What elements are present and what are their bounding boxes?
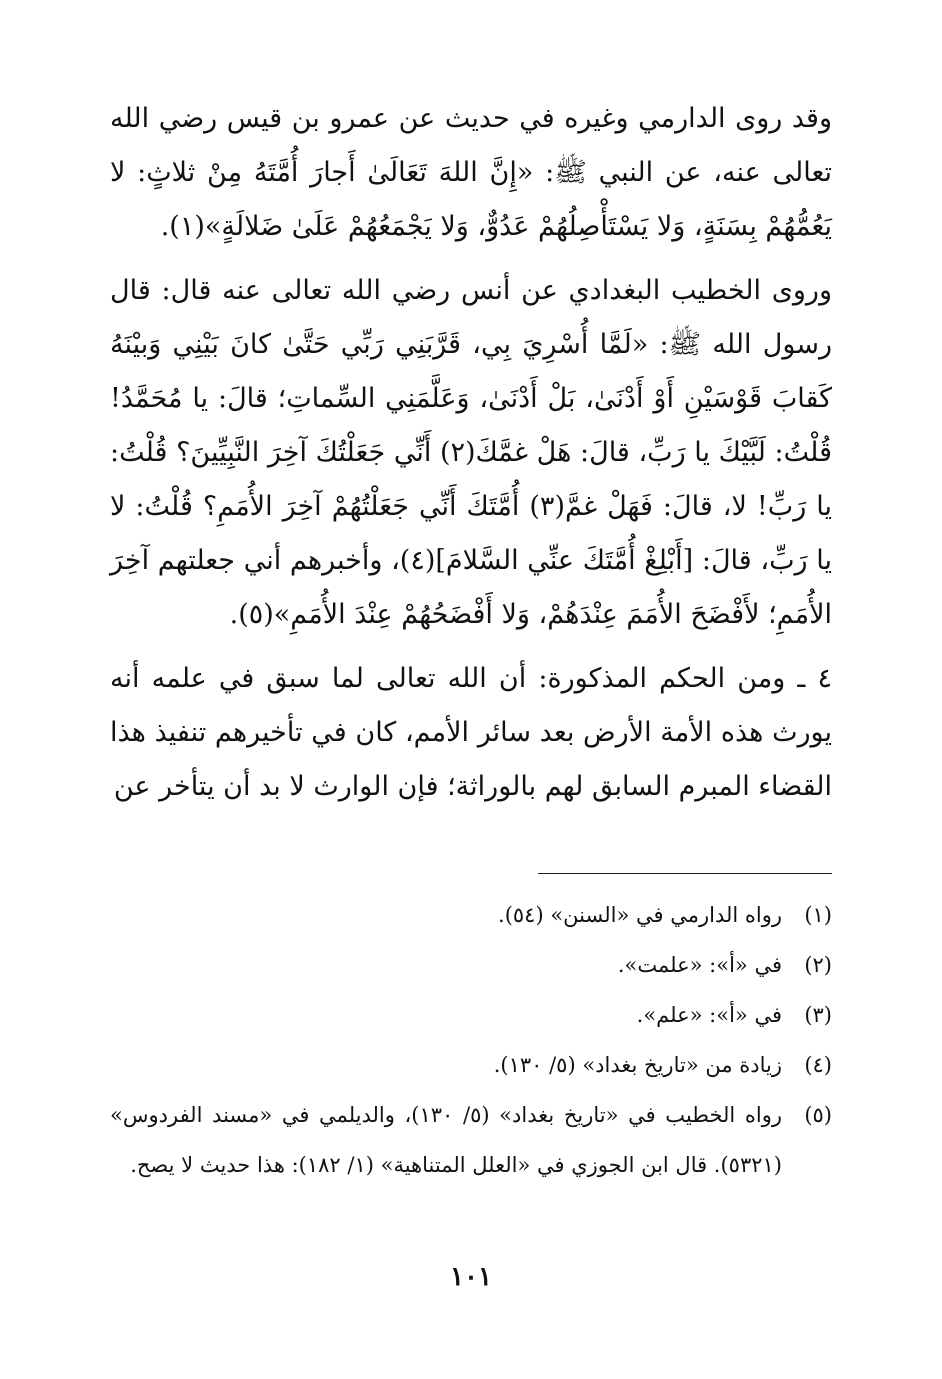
footnote-text: رواه الخطيب في «تاريخ بغداد» (٥/ ١٣٠)، والديلمي في «مسند الفردوس» (٥٣٢١). قال ابن الجوزي في «العلل المتناهية» (١/ ١٨٢): هذا حديث لا يصح. [110, 1103, 782, 1177]
paragraph-darimi-hadith: وقد روى الدارمي وغيره في حديث عن عمرو بن قيس رضي الله تعالى عنه، عن النبي ﷺ: «إِنَّ اللهَ تَعَالَىٰ أَجارَ أُمَّتَهُ مِنْ ثلاثٍ: لا يَعُمُّهُمْ بِسَنَةٍ، وَلا يَسْتَأْصِلُهُمْ عَدُوٌّ، وَلا يَجْمَعُهُمْ عَلَىٰ ضَلالَةٍ»(١). [110, 103, 832, 242]
footnote-number: (٢) [804, 953, 832, 977]
footnote-2 [110, 940, 832, 990]
footnote-separator [538, 873, 832, 874]
footnote-3 [110, 990, 832, 1040]
footnote-1 [110, 890, 832, 940]
footnote-5 [110, 1090, 832, 1190]
footnote-number: (٤) [804, 1053, 832, 1077]
footnote-text: في «أ»: «علم». [636, 1003, 782, 1027]
paragraph-wisdom-4: ٤ ـ ومن الحكم المذكورة: أن الله تعالى لما سبق في علمه أنه يورث هذه الأمة الأرض بعد سائر الأمم، كان في تأخيرهم تنفيذ هذا القضاء المبرم السابق لهم بالوراثة؛ فإن الوارث لا بد أن يتأخر عن [110, 663, 832, 802]
page-number: ١٠١ [450, 1262, 492, 1292]
footnotes [110, 890, 832, 1190]
footnote-number: (٣) [804, 1003, 832, 1027]
footnote-number: (١) [804, 903, 832, 927]
main-text [110, 92, 832, 814]
footnote-text: زيادة من «تاريخ بغداد» (٥/ ١٣٠). [493, 1053, 782, 1077]
paragraph-khatib-hadith: وروى الخطيب البغدادي عن أنس رضي الله تعالى عنه قال: قال رسول الله ﷺ: «لَمَّا أُسْرِيَ بِي، قَرَّبَنِي رَبِّي حَتَّىٰ كانَ بَيْنِي وَبيْنَهُ كَقابَ قَوْسَيْنِ أَوْ أَدْنَىٰ، بَلْ أَدْنَىٰ، وَعَلَّمَنِي السِّماتِ؛ قالَ: يا مُحَمَّدُ! قُلْتُ: لَبَّيْكَ يا رَبِّ، قالَ: هَلْ غمَّكَ(٢) أَنِّي جَعَلْتُكَ آخِرَ النَّبِيِّينَ؟ قُلْتُ: يا رَبِّ! لا، قالَ: فَهَلْ غمَّ(٣) أُمَّتَكَ أَنِّي جَعَلْتُهُمْ آخِرَ الأُمَمِ؟ قُلْتُ: لا يا رَبِّ، قالَ: [أَبْلِغْ أُمَّتَكَ عنِّي السَّلامَ](٤)، وأخبرهم أني جعلتهم آخِرَ الأُمَمِ؛ لأَفْضَحَ الأُمَمَ عِنْدَهُمْ، وَلا أَفْضَحُهُمْ عِنْدَ الأُمَمِ»(٥). [110, 275, 833, 630]
footnote-text: في «أ»: «علمت». [617, 953, 782, 977]
footnote-number: (٥) [804, 1103, 832, 1127]
footnote-4 [110, 1040, 832, 1090]
footnote-text: رواه الدارمي في «السنن» (٥٤). [498, 903, 782, 927]
